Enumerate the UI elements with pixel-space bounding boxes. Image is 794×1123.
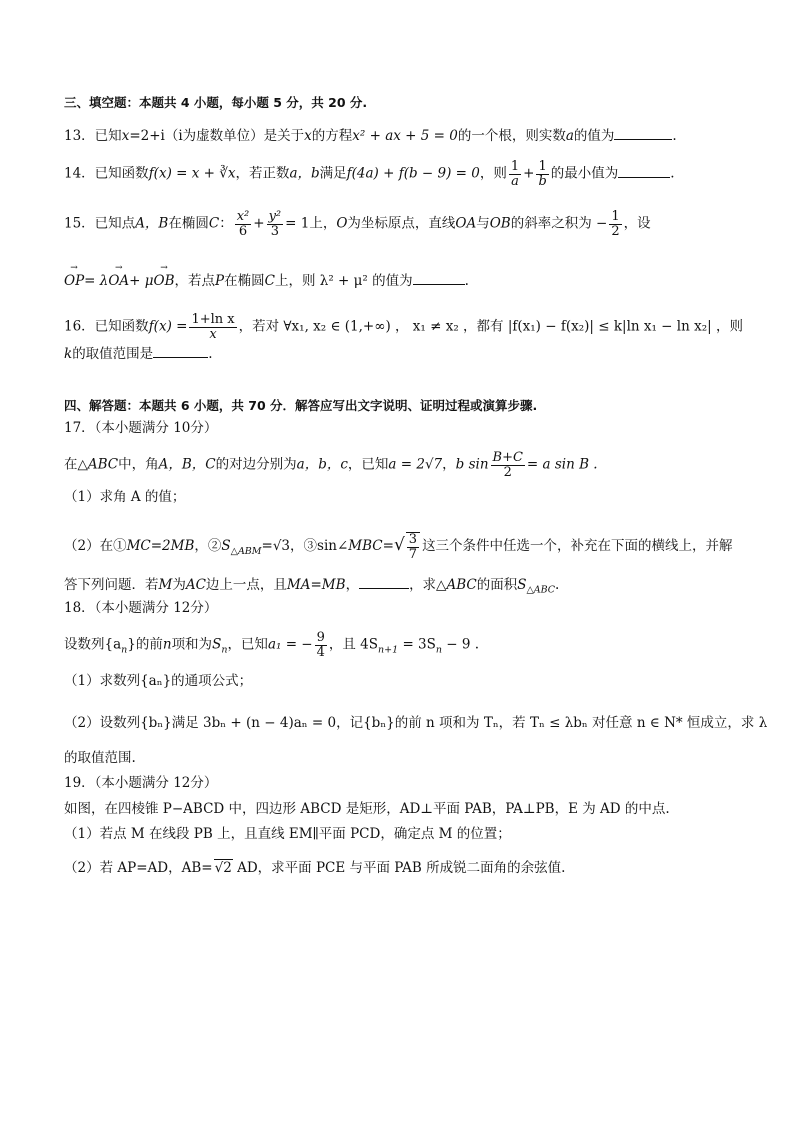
q19-p2-text-a: （2）若 AP=AD，AB= xyxy=(64,860,213,876)
frac-num: 1 xyxy=(510,159,520,174)
q15-text-f: ，设 xyxy=(623,215,651,232)
q14-number: 14．已知函数 xyxy=(64,165,149,182)
q18-text-d: ，且 4S xyxy=(328,636,379,653)
q15-text-b: 上， xyxy=(309,215,337,232)
q16-frac xyxy=(189,313,236,341)
q17-p3-text-d: ，求△ xyxy=(409,577,447,593)
q18-sub-n2: n xyxy=(435,644,443,656)
q17-part1: （1）求角 A 的值； xyxy=(64,489,186,505)
q13-var-x2: x xyxy=(304,128,312,144)
q14-answer-blank[interactable] xyxy=(618,165,670,178)
q15-text-e: 的斜率之积为 − xyxy=(510,215,608,232)
q17-side-ac: AC xyxy=(185,577,206,593)
q17-p2-text-c: ，③sin∠ xyxy=(290,538,349,555)
q17-area-sub: △ABC xyxy=(526,584,556,596)
question-16-line2: k的取值范围是 . xyxy=(64,346,213,362)
frac-num: 3 xyxy=(408,532,418,547)
question-16-line1 xyxy=(64,312,743,342)
q13-text-d: 的值为 xyxy=(573,128,615,144)
q18-part1: （1）求数列{aₙ}的通项公式； xyxy=(64,673,253,689)
q13-var-x: x xyxy=(121,128,130,144)
q15-var-p: P xyxy=(215,273,225,289)
frac-num: 1 xyxy=(538,159,547,174)
q15-line-ob: OB xyxy=(489,215,511,232)
frac-num: 9 xyxy=(316,630,325,645)
q15-mu: + μ xyxy=(129,273,154,289)
q18-text-f: − 9 . xyxy=(442,636,480,653)
q18-text-e: = 3S xyxy=(398,636,436,653)
q17-triangle2: ABC xyxy=(446,577,477,593)
q14-vars: a，b xyxy=(289,165,320,182)
question-14: 14．已知函数f(x) = x + ∛x，若正数a，b满足f(4a) + f(b − 9) = 0，则 $\frac{1}{a}$ + $\frac{1}{b}$ 的最小值为 . xyxy=(64,159,675,189)
frac-num: 1 xyxy=(611,209,620,224)
q13-text-b: 的方程 xyxy=(311,128,353,144)
q15-points: A，B xyxy=(135,215,169,232)
q14-text-a: ，若正数 xyxy=(235,165,290,182)
q15-text-c: 为坐标原点，直线 xyxy=(347,215,456,232)
frac-den: 2 xyxy=(503,464,512,480)
q17-area-s: S xyxy=(517,577,527,593)
q15-text-i: 上，则 λ² + μ² 的值为 xyxy=(274,273,413,289)
q17-cond2-sub: △ABM xyxy=(230,545,262,557)
q13-number: 13．已知 xyxy=(64,128,122,144)
q19-part2 xyxy=(64,860,734,876)
frac-num: 1+ln x xyxy=(191,312,235,327)
q13-text-a: =2+i（i为虚数单位）是关于 xyxy=(129,128,305,144)
q19-title: 19．（本小题满分 12分） xyxy=(64,775,218,791)
q18-text-c: ，已知 xyxy=(227,636,268,653)
q17-p2-text-d: 这三个条件中任选一个，补充在下面的横线上，并解 xyxy=(422,538,733,555)
q19-line1: 如图，在四棱锥 P−ABCD 中，四边形 ABCD 是矩形，AD⊥平面 PAB，PA⊥PB，E 为 AD 的中点. xyxy=(64,801,670,817)
q17-text-a: 在△ xyxy=(64,456,88,473)
question-15-line1: 15．已知点A，B在椭圆C： $\frac{\text{x²}}{6}$ + $\frac{\text{y²}}{3}$ = 1上，O为坐标原点，直线OA与OB的斜率之积为 − $\frac{1}{2}$ ，设 xyxy=(64,209,651,239)
q18-s: S xyxy=(212,636,222,653)
frac-num: x² xyxy=(236,209,250,224)
frac-den: 3 xyxy=(270,223,279,239)
q17-ma-mb: MA=MB xyxy=(286,577,346,593)
q18-sub-n1: n+1 xyxy=(378,644,399,656)
q18-s-sub: n xyxy=(221,644,228,656)
q17-p3-text-e: 的面积 xyxy=(476,577,518,593)
q17-cond1: MC=2MB xyxy=(126,538,195,555)
frac-den: x xyxy=(209,326,217,342)
q14-text-b: 满足 xyxy=(319,165,347,182)
q16-text-b: 的取值范围是 xyxy=(72,346,154,362)
q18-part2: （2）设数列{bₙ}满足 3bₙ + (n − 4)aₙ = 0，记{bₙ}的前 n 项和为 Tₙ，若 Tₙ ≤ λbₙ 对任意 n ∈ N* 恒成立，求 λ xyxy=(64,715,768,731)
q17-p3-text-b: 为 xyxy=(172,577,186,593)
frac-num: y² xyxy=(268,209,282,224)
q17-var-m: M xyxy=(158,577,173,593)
q15-text-h: 在椭圆 xyxy=(224,273,265,289)
q17-triangle: ABC xyxy=(87,456,119,473)
q17-frac-sqrt-3-7 xyxy=(406,532,420,561)
section3-heading: 三、填空题：本题共 4 小题，每小题 5 分，共 20 分. xyxy=(64,95,368,110)
frac-den: 6 xyxy=(238,223,248,239)
section4-heading: 四、解答题：本题共 6 小题，共 70 分．解答应写出文字说明、证明过程或演算步骤. xyxy=(64,398,538,413)
q16-function: f(x) = xyxy=(148,318,188,335)
q16-answer-blank[interactable] xyxy=(153,345,208,358)
q13-var-a: a xyxy=(565,128,574,144)
q16-number: 16．已知函数 xyxy=(64,318,149,335)
q17-p2-text-a: （2）在① xyxy=(64,538,127,555)
q13-answer-blank[interactable] xyxy=(614,127,672,140)
q17-cond2-s: S xyxy=(221,538,231,555)
q17-cond2-val: =√3 xyxy=(261,538,291,555)
q15-var-o: O xyxy=(336,215,348,232)
q17-frac-bc-2 xyxy=(491,451,525,479)
q17-asinb: = a sin B . xyxy=(526,456,598,473)
frac-num: B+C xyxy=(492,450,523,465)
q17-period: . xyxy=(555,577,560,593)
q15-frac-1-2 xyxy=(609,210,621,238)
q19-p2-text-b: AD，求平面 PCE 与平面 PAB 所成锐二面角的余弦值. xyxy=(232,860,566,876)
frac-den: a xyxy=(511,173,519,189)
q18-text-b: 项和为 xyxy=(171,636,213,653)
q17-a-value: a = 2√7 xyxy=(388,456,443,473)
vector-ob: → OB xyxy=(154,273,175,289)
q18-frac-9-4 xyxy=(315,631,327,659)
q17-text-d: ，已知 xyxy=(347,456,389,473)
q17-text-b: 中，角 xyxy=(118,456,159,473)
q13-equation: x² + ax + 5 = 0 xyxy=(352,128,458,144)
q15-var-c2: C xyxy=(264,273,275,289)
q18-title: 18．（本小题满分 12分） xyxy=(64,600,218,616)
q17-p3-text-a: 答下列问题．若 xyxy=(64,577,159,593)
q17-line1 xyxy=(64,451,734,479)
question-13: 13．已知x=2+i（i为虚数单位）是关于x的方程x² + ax + 5 = 0的一个根，则实数a的值为 . xyxy=(64,128,677,144)
q18-var-n: n xyxy=(162,636,172,653)
q15-lambda: = λ xyxy=(84,273,109,289)
q15-eq-one: = 1 xyxy=(285,215,310,232)
vector-oa: → OA xyxy=(108,273,129,289)
q15-number: 15．已知点 xyxy=(64,215,136,232)
q16-var-k: k xyxy=(64,346,73,362)
q14-frac-1-over-a xyxy=(509,160,521,188)
q15-var-c: C xyxy=(208,215,220,232)
q17-title: 17．（本小题满分 10分） xyxy=(64,420,218,436)
q14-frac-1-over-b xyxy=(536,160,548,188)
q18-text-a: }的前 xyxy=(127,636,163,653)
q15-line-oa: OA xyxy=(455,215,477,232)
q18-seq: 设数列{a xyxy=(64,636,122,653)
q15-answer-blank[interactable] xyxy=(413,272,465,285)
q14-text-d: 的最小值为 xyxy=(550,165,619,182)
q17-comma: ， xyxy=(442,456,456,473)
q14-condition: f(4a) + f(b − 9) = 0 xyxy=(346,165,480,182)
q15-frac-x2-6 xyxy=(235,210,252,238)
frac-den: 2 xyxy=(611,223,620,239)
q15-text-a: 在椭圆 xyxy=(168,215,209,232)
q17-bsin: b sin xyxy=(455,456,489,473)
q17-part2-line1: （2）在①MC=2MB，$②S_{\triangle ABM}=√3$，③sin∠MBC=√ $\frac{3}{7}$ 这三个条件中任选一个，补充在下面的横线上，并解 xyxy=(64,532,733,562)
frac-den: 7 xyxy=(408,546,418,562)
question-15-line2: → OP= λ→ OA+ μ→ OB，若点P在椭圆C上，则 λ² + μ² 的值为 . xyxy=(64,272,734,289)
frac-den: b xyxy=(538,173,547,189)
q18-sub-n: n xyxy=(121,644,128,656)
frac-den: 4 xyxy=(316,644,325,660)
q16-text-a: ，若对 ∀x₁, x₂ ∈ (1,+∞) ， x₁ ≠ x₂ ，都有 |f(x₁) − f(x₂)| ≤ k|ln x₁ − ln x₂| ，则 xyxy=(238,318,743,335)
q15-text-g: ，若点 xyxy=(174,273,216,289)
q17-p3-text-c: 边上一点，且 xyxy=(205,577,287,593)
q14-function: f(x) = x + ∛x xyxy=(148,165,236,182)
q18-line1 xyxy=(64,631,734,659)
q17-sides: a，b，c xyxy=(296,456,348,473)
q19-part1: （1）若点 M 在线段 PB 上，且直线 EM∥平面 PCD，确定点 M 的位置； xyxy=(64,826,511,842)
q17-part2-line2 xyxy=(64,576,734,596)
q19-sqrt2: √2 xyxy=(214,860,232,876)
q15-text-d: 与 xyxy=(476,215,490,232)
q17-choice-blank[interactable] xyxy=(359,576,409,589)
vector-op: → OP xyxy=(64,273,84,289)
q15-frac-y2-3 xyxy=(267,210,284,238)
q17-eq: = xyxy=(382,538,394,555)
q13-text-c: 的一个根，则实数 xyxy=(457,128,566,144)
q18-a1: a₁ = − xyxy=(267,636,313,653)
q17-angles: A，B，C xyxy=(158,456,216,473)
q17-p3-comma: ， xyxy=(345,577,360,593)
q17-cond3-angle: MBC xyxy=(348,538,383,555)
q15-colon: ： xyxy=(219,215,233,232)
q14-text-c: ，则 xyxy=(479,165,507,182)
q17-p2-text-b: ，② xyxy=(194,538,222,555)
q17-text-c: 的对边分别为 xyxy=(215,456,297,473)
q18-part2-cont: 的取值范围. xyxy=(64,750,136,766)
